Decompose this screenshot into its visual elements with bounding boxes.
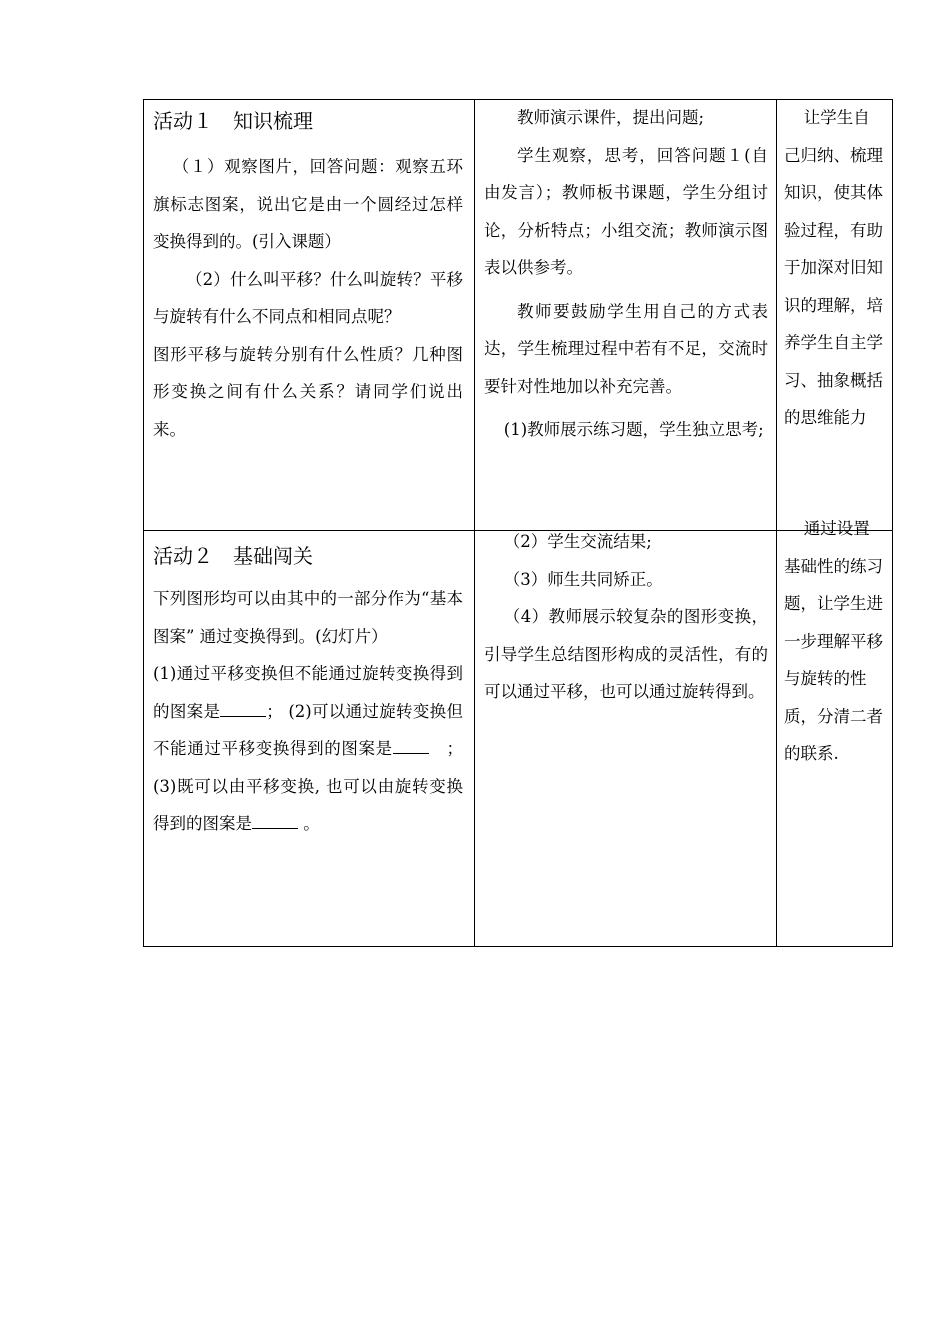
answer-blank-3[interactable] (252, 810, 298, 829)
table-col-divider-2 (776, 99, 777, 947)
purpose1-text: 让学生自己归纳、梳理知识，使其体验过程，有助于加深对旧知识的理解，培养学生自主学习、抽象概括的思维能力 (784, 108, 883, 427)
activity1-title: 活动１ 知识梳理 (153, 109, 313, 133)
activity2-title: 活动２ 基础闯关 (153, 544, 313, 568)
activity2-intro: 下列图形均可以由其中的一部分作为“基本图案” 通过变换得到。(幻灯片） (153, 589, 463, 646)
answer-blank-1[interactable] (220, 697, 266, 716)
teacher-activity1-p1: 教师演示课件，提出问题; (517, 108, 705, 127)
activity2-q3: (3)既可以由平移变换, 也可以由旋转变换得到的图案是 (153, 776, 463, 833)
teacher-activity2-p1: （2）学生交流结果; (503, 532, 652, 551)
teacher-activity1-p3: 教师要鼓励学生用自己的方式表达，学生梳理过程中若有不足，交流时要针对性地加以补充完善。 (484, 301, 768, 396)
activity1-question2: （2）什么叫平移？什么叫旋转？平移与旋转有什么不同点和相同点呢？ (153, 269, 463, 326)
activity2-questions (153, 655, 463, 843)
teacher-activity1-p4: (1)教师展示练习题，学生独立思考; (503, 420, 764, 439)
table-col-divider-1 (474, 99, 475, 947)
purpose1-cell (784, 99, 884, 519)
teacher-activity2-p3: （4）教师展示较复杂的图形变换，引导学生总结图形构成的灵活性，有的可以通过平移，也可以通过旋转得到。 (484, 607, 768, 701)
teacher-activity2-p2: （3）师生共同矫正。 (503, 569, 663, 589)
purpose2-cell (784, 510, 884, 930)
table-border-bottom (143, 946, 893, 947)
table-border-right (892, 99, 893, 947)
activity1-question1: （１）观察图片，回答问题：观察五环旗标志图案，说出它是由一个圆经过怎样变换得到的。(引入课题） (153, 157, 463, 251)
teacher-activity2-cell (484, 523, 768, 933)
teacher-activity1-cell (484, 99, 768, 529)
teacher-activity1-p2: 学生观察，思考，回答问题１(自由发言）；教师板书课题，学生分组讨论，分析特点；小组交流；教师演示图表以供参考。 (484, 145, 768, 277)
purpose2-text: 通过设置基础性的练习题，让学生进一步理解平移与旋转的性质，分清二者的联系. (784, 519, 883, 763)
activity2-q3-end: 。 (303, 814, 320, 833)
activity2-q1-end: ； (266, 701, 283, 721)
activity2-q2-end: ； (446, 739, 463, 758)
activity2-q2: (2)可以通过旋转变换但不能通过平移变换得到的图案是 (153, 701, 463, 758)
activity1-question3: 图形平移与旋转分别有什么性质？几种图形变换之间有什么关系？请同学们说出来。 (153, 344, 463, 439)
answer-blank-2[interactable] (393, 735, 429, 754)
activity2-cell (153, 540, 463, 940)
activity2-q1: (1)通过平移变换但不能通过旋转变换得到的图案是 (153, 664, 463, 721)
table-border-left (143, 99, 144, 947)
activity1-cell (153, 105, 463, 525)
